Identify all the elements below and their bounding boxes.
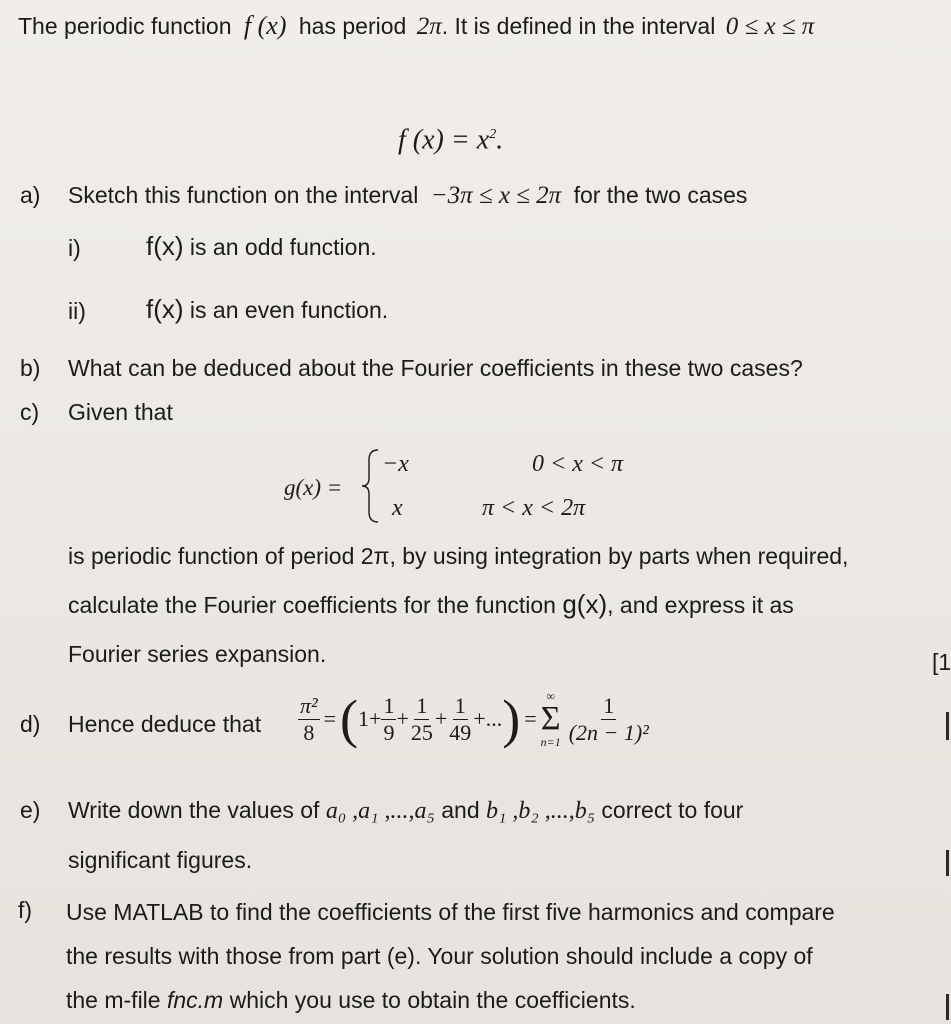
intro-period: 2π [416,13,442,40]
part-f-line-3b: which you use to obtain the coefficients. [223,987,636,1013]
part-b-label: b) [20,355,41,381]
intro-line [18,12,814,41]
part-c-text: Given that [68,399,173,425]
frac-3-den: 49 [449,719,472,745]
intro-text-b: has period [298,13,407,39]
frac-2-den: 25 [410,719,433,745]
frac-1-num: 1 [383,692,395,718]
intro-fx: f (x) [243,11,287,40]
part-f-filename: fnc.m [166,987,224,1013]
part-a-i-text [146,232,377,261]
part-e-text-c: correct to four [595,797,744,823]
part-c-para-2a: calculate the Fourier coefficients for the function [68,592,563,618]
margin-mark-2 [946,850,949,876]
part-f-label: f) [18,897,33,923]
part-e-line-1 [68,796,743,825]
def-exponent: 2 [489,127,497,142]
rhs-den: (2n − 1)² [568,719,649,745]
sum-sigma: Σ [540,700,561,737]
plus-1: + [396,706,409,731]
lhs-den: 8 [303,719,315,745]
part-c-para-3: Fourier series expansion. [68,641,327,667]
piecewise-brace [360,448,384,524]
equals-2: = [524,706,537,731]
case2-cond: π < x < 2π [482,495,586,521]
part-f-line-3a: the m-file [66,987,167,1013]
def-lhs: f (x) = x [398,124,490,156]
lhs-fraction [298,693,320,746]
frac-1-25 [409,693,435,746]
frac-1-den: 9 [383,719,395,745]
part-e-a-coeffs: a₀ ,a₁ ,...,a₅ [325,798,435,824]
part-a-text [68,181,747,210]
part-d-text: Hence deduce that [68,711,262,737]
part-f-line-2: the results with those from part (e). Your solution should include a copy of [66,943,813,969]
part-c-label: c) [20,399,40,425]
part-e-label: e) [20,797,41,823]
part-a-sentence: Sketch this function on the interval [68,182,419,208]
case1-expr: −x [382,451,409,477]
rhs-num: 1 [603,692,615,718]
margin-mark-3 [946,994,949,1020]
frac-1-49 [447,693,473,746]
margin-mark-1 [946,712,949,740]
intro-interval: 0 ≤ x ≤ π [725,13,815,40]
one-plus: 1+ [358,706,382,731]
part-c-para-1: is periodic function of period 2π, by using integration by parts when required, [68,543,849,569]
plus-dots: +... [473,706,503,731]
sum-bottom: n=1 [540,735,561,749]
part-c-para-2b: , and express it as [607,592,794,618]
close-paren: ) [502,689,521,749]
case2-expr: x [392,495,403,521]
part-a-i-desc: is an odd function. [183,234,377,260]
function-definition [398,118,503,157]
rhs-fraction [567,693,651,746]
part-a-ii-text [146,295,388,324]
lhs-num: π² [300,692,318,718]
part-f-line-1: Use MATLAB to find the coefficients of the first five harmonics and compare [66,899,835,925]
part-a-sentence-2: for the two cases [573,182,748,208]
part-f-line-3 [66,986,636,1014]
part-a-ii-desc: is an even function. [183,297,389,323]
summation [541,690,561,748]
part-a-i-fx: f(x) [146,231,184,261]
frac-2-num: 1 [416,692,428,718]
part-e-text-a: Write down the values of [68,797,326,823]
equals-1: = [323,706,337,731]
part-d-label: d) [20,711,41,737]
part-a-ii-label: ii) [68,298,86,324]
part-a-interval: −3π ≤ x ≤ 2π [430,182,562,209]
open-paren: ( [340,689,359,749]
part-c-marks: [1 [932,649,951,675]
part-e-text-b: and [434,797,487,823]
part-c-g: g(x) [562,589,608,619]
def-end: . [496,124,504,156]
part-b-text: What can be deduced about the Fourier coefficients in these two cases? [68,355,803,381]
sum-top: ∞ [546,689,555,703]
part-a-i-label: i) [68,235,81,261]
intro-text-c: . It is defined in the interval [441,13,716,39]
part-a-label: a) [20,182,41,208]
part-e-line-2: significant figures. [68,847,253,873]
case1-cond: 0 < x < π [532,451,624,477]
frac-1-9 [381,693,396,746]
g-lhs: g(x) = [284,475,343,500]
plus-2: + [434,706,448,731]
part-e-b-coeffs: b₁ ,b₂ ,...,b₅ [486,798,596,824]
part-c-para-2 [68,590,794,619]
intro-text-a: The periodic function [18,13,232,39]
part-a-ii-fx: f(x) [146,294,184,324]
frac-3-num: 1 [454,692,466,718]
series-equation [298,690,651,748]
